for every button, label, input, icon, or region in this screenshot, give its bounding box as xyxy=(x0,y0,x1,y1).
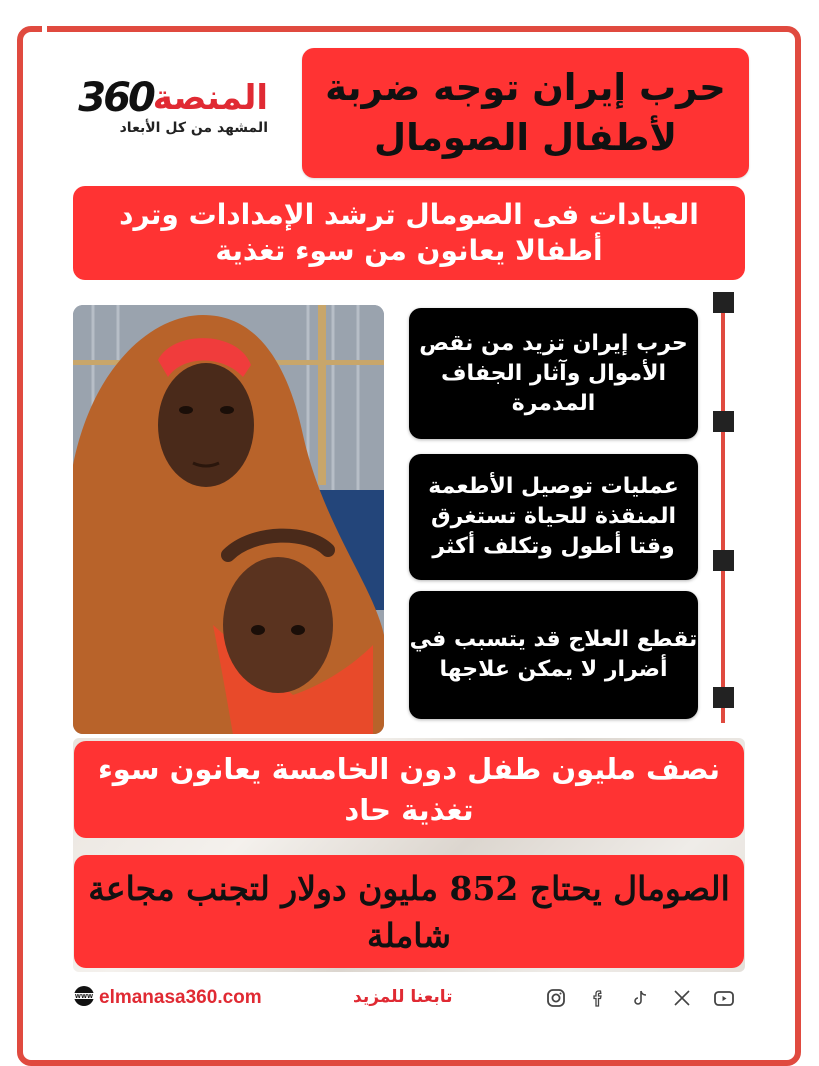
logo-number: 360 xyxy=(78,75,153,121)
timeline-marker xyxy=(713,411,734,432)
www-globe-icon xyxy=(73,985,95,1011)
point-card xyxy=(409,308,698,439)
subheadline: العيادات فى الصومال ترشد الإمدادات وترد أطفالا يعانون من سوء تغذية xyxy=(119,198,699,267)
social-links xyxy=(545,987,735,1009)
timeline-marker xyxy=(713,292,734,313)
logo-word: المنصة xyxy=(152,78,268,118)
stat-box xyxy=(74,855,744,968)
point-text: تقطع العلاج قد يتسبب في أضرار لا يمكن علاجها xyxy=(409,627,698,682)
point-text: عمليات توصيل الأطعمة المنقذة للحياة تستغرق وقتا أطول وتكلف أكثر xyxy=(428,474,679,559)
website-text: elmanasa360.com xyxy=(99,987,262,1008)
headline-box xyxy=(302,48,749,178)
facebook-icon[interactable] xyxy=(587,987,609,1009)
headline: حرب إيران توجه ضربة لأطفال الصومال xyxy=(325,66,726,159)
instagram-icon[interactable] xyxy=(545,987,567,1009)
footer xyxy=(73,985,745,1013)
x-icon[interactable] xyxy=(671,987,693,1009)
timeline-marker xyxy=(713,687,734,708)
point-card xyxy=(409,454,698,580)
youtube-icon[interactable] xyxy=(713,987,735,1009)
mother-child-photo xyxy=(73,305,384,734)
stat-text: نصف مليون طفل دون الخامسة يعانون سوء تغذية حاد xyxy=(97,751,721,827)
timeline-line xyxy=(721,310,725,723)
frame-gap xyxy=(42,24,47,34)
logo-tagline: المشهد من كل الأبعاد xyxy=(119,120,268,136)
stat-box xyxy=(74,741,744,838)
follow-label: تابعنا للمزيد xyxy=(353,987,453,1007)
svg-text:WWW: WWW xyxy=(74,994,94,1001)
tiktok-icon[interactable] xyxy=(629,987,651,1009)
point-text: حرب إيران تزيد من نقص الأموال وآثار الجفاف المدمرة xyxy=(419,330,688,416)
website-link[interactable] xyxy=(73,985,262,1011)
timeline-marker xyxy=(713,550,734,571)
subheadline-box xyxy=(73,186,745,280)
photo-illustration xyxy=(73,305,384,734)
stat-text: الصومال يحتاج 852 مليون دولار لتجنب مجاعة شاملة xyxy=(88,868,730,955)
brand-logo xyxy=(78,70,268,150)
point-card xyxy=(409,591,698,719)
